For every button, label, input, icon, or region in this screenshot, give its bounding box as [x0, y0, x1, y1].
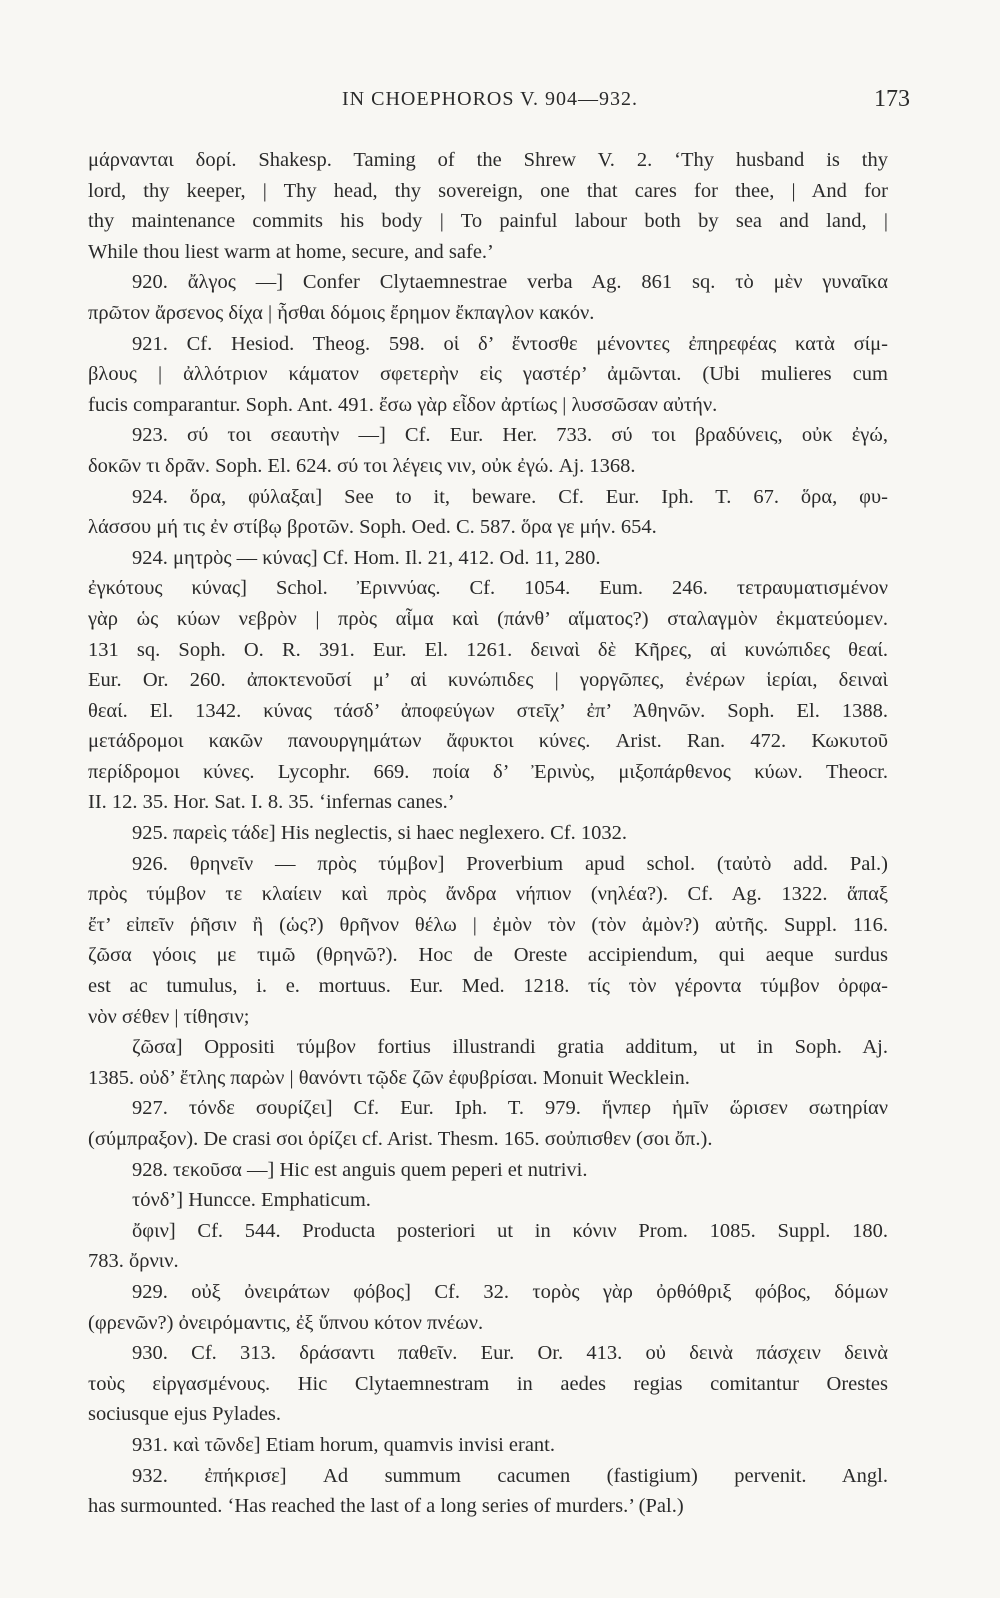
text-line: βλους | ἀλλότριον κάματον σφετερὴν εἰς γαστέρ’ ἀμῶνται. (Ubi mulieres cum: [88, 363, 888, 386]
text-line: (φρενῶν?) ὀνειρόμαντις, ἐξ ὕπνου κότον πνέων.: [88, 1311, 484, 1334]
text-line: 929. οὐξ ὀνειράτων φόβος] Cf. 32. τορὸς γὰρ ὀρθόθριξ φόβος, δόμων: [132, 1280, 888, 1303]
text-line: 930. Cf. 313. δράσαντι παθεῖν. Eur. Or. 413. οὐ δεινὰ πάσχειν δεινὰ: [132, 1342, 888, 1365]
text-line: 931. καὶ τῶνδε] Etiam horum, quamvis invisi erant.: [132, 1433, 555, 1456]
text-line: θεαί. El. 1342. κύνας τάσδ’ ἀποφεύγων στεῖχ’ ἐπ’ Ἀθηνῶν. Soph. El. 1388.: [88, 699, 888, 722]
commentary-text: [88, 145, 888, 1522]
text-line: 928. τεκοῦσα —] Hic est anguis quem peperi et nutrivi.: [132, 1158, 588, 1181]
running-title: IN CHOEPHOROS V. 904—932.: [342, 88, 638, 110]
text-line: 924. ὅρα, φύλαξαι] See to it, beware. Cf. Eur. Iph. T. 67. ὅρα, φυ-: [132, 485, 888, 508]
text-line: 927. τόνδε σουρίζει] Cf. Eur. Iph. T. 979. ἥνπερ ἡμῖν ὥρισεν σωτηρίαν: [132, 1097, 888, 1120]
text-line: ὄφιν] Cf. 544. Producta posteriori ut in κόνιν Prom. 1085. Suppl. 180.: [132, 1219, 888, 1242]
text-line: sociusque ejus Pylades.: [88, 1403, 282, 1426]
text-line: 1385. οὐδ’ ἔτλης παρὼν | θανόντι τῷδε ζῶν ἐφυβρίσαι. Monuit Wecklein.: [88, 1066, 690, 1089]
text-line: πρῶτον ἄρσενος δίχα | ἧσθαι δόμοις ἔρημον ἔκπαγλον κακόν.: [88, 301, 595, 324]
text-line: γὰρ ὡς κύων νεβρὸν | πρὸς αἷμα καὶ (πάνθ’ αἵματος?) σταλαγμὸν ἐκματεύομεν.: [88, 607, 888, 630]
text-line: (σύμπραξον). De crasi σοι ὁρίζει cf. Arist. Thesm. 165. σοὐπισθεν (σοι ὄπ.).: [88, 1128, 713, 1150]
text-line: δοκῶν τι δρᾶν. Soph. El. 624. σύ τοι λέγεις νιν, οὐκ ἐγώ. Aj. 1368.: [88, 454, 636, 477]
text-line: While thou liest warm at home, secure, and safe.’: [88, 240, 494, 263]
text-line: 932. ἐπήκρισε] Ad summum cacumen (fastigium) pervenit. Angl.: [132, 1464, 888, 1487]
text-line: μάρνανται δορί. Shakesp. Taming of the Shrew V. 2. ‘Thy husband is thy: [88, 149, 888, 171]
text-line: ζῶσα] Oppositi τύμβον fortius illustrandi gratia additum, ut in Soph. Aj.: [132, 1036, 888, 1059]
text-line: 923. σύ τοι σεαυτὴν —] Cf. Eur. Her. 733. σύ τοι βραδύνεις, οὐκ ἐγώ,: [132, 424, 888, 447]
text-line: περίδρομοι κύνες. Lycophr. 669. ποία δ’ Ἐρινὺς, μιξοπάρθενος κύων. Theocr.: [88, 760, 888, 783]
text-line: lord, thy keeper, | Thy head, thy sovereign, one that cares for thee, | And for: [88, 179, 888, 202]
text-line: 926. θρηνεῖν — πρὸς τύμβον] Proverbium apud schol. (ταὐτὸ add. Pal.): [132, 852, 888, 875]
text-line: 920. ἄλγος —] Confer Clytaemnestrae verba Ag. 861 sq. τὸ μὲν γυναῖκα: [132, 271, 888, 294]
text-line: λάσσου μή τις ἐν στίβῳ βροτῶν. Soph. Oed. C. 587. ὅρα γε μήν. 654.: [88, 516, 657, 539]
text-line: 925. παρεὶς τάδε] His neglectis, si haec neglexero. Cf. 1032.: [132, 822, 628, 845]
page-number: 173: [874, 86, 910, 112]
text-line: est ac tumulus, i. e. mortuus. Eur. Med. 1218. τίς τὸν γέροντα τύμβον ὀρφα-: [88, 975, 888, 998]
text-line: ἔτ’ εἰπεῖν ῥῆσιν ἢ (ὡς?) θρῆνον θέλω | ἐμὸν τὸν (τὸν ἀμὸν?) αὐτῆς. Suppl. 116.: [88, 913, 888, 936]
text-line: ζῶσα γόοις με τιμῶ (θρηνῶ?). Hoc de Oreste accipiendum, qui aeque surdus: [88, 944, 888, 967]
text-line: πρὸς τύμβον τε κλαίειν καὶ πρὸς ἄνδρα νήπιον (νηλέα?). Cf. Ag. 1322. ἅπαξ: [88, 883, 888, 906]
text-line: 924. μητρὸς — κύνας] Cf. Hom. Il. 21, 412. Od. 11, 280.: [132, 546, 601, 569]
text-line: ἐγκότους κύνας] Schol. Ἐριννύας. Cf. 1054. Eum. 246. τετραυματισμένον: [88, 577, 888, 600]
text-line: 783. ὄρνιν.: [88, 1250, 179, 1273]
text-line: fucis comparantur. Soph. Ant. 491. ἔσω γὰρ εἶδον ἀρτίως | λυσσῶσαν αὐτήν.: [88, 393, 718, 416]
text-line: μετάδρομοι κακῶν πανουργημάτων ἄφυκτοι κύνες. Arist. Ran. 472. Κωκυτοῦ: [88, 730, 888, 753]
text-line: has surmounted. ‘Has reached the last of a long series of murders.’ (Pal.): [88, 1495, 684, 1518]
page-header: [90, 86, 910, 128]
text-line: Eur. Or. 260. ἀποκτενοῦσί μ’ αἱ κυνώπιδες | γοργῶπες, ἐνέρων ἱερίαι, δειναὶ: [88, 669, 888, 692]
text-line: τοὺς εἰργασμένους. Hic Clytaemnestram in aedes regias comitantur Orestes: [88, 1372, 888, 1395]
text-line: 131 sq. Soph. O. R. 391. Eur. El. 1261. δειναὶ δὲ Κῆρες, αἱ κυνώπιδες θεαί.: [88, 638, 888, 661]
text-line: II. 12. 35. Hor. Sat. I. 8. 35. ‘infernas canes.’: [88, 791, 455, 814]
text-line: 921. Cf. Hesiod. Theog. 598. οἱ δ’ ἔντοσθε μένοντες ἐπηρεφέας κατὰ σίμ-: [132, 332, 888, 355]
text-line: νὸν σέθεν | τίθησιν;: [88, 1005, 250, 1028]
text-line: τόνδ’] Huncce. Emphaticum.: [132, 1189, 371, 1212]
text-line: thy maintenance commits his body | To painful labour both by sea and land, |: [88, 210, 888, 233]
